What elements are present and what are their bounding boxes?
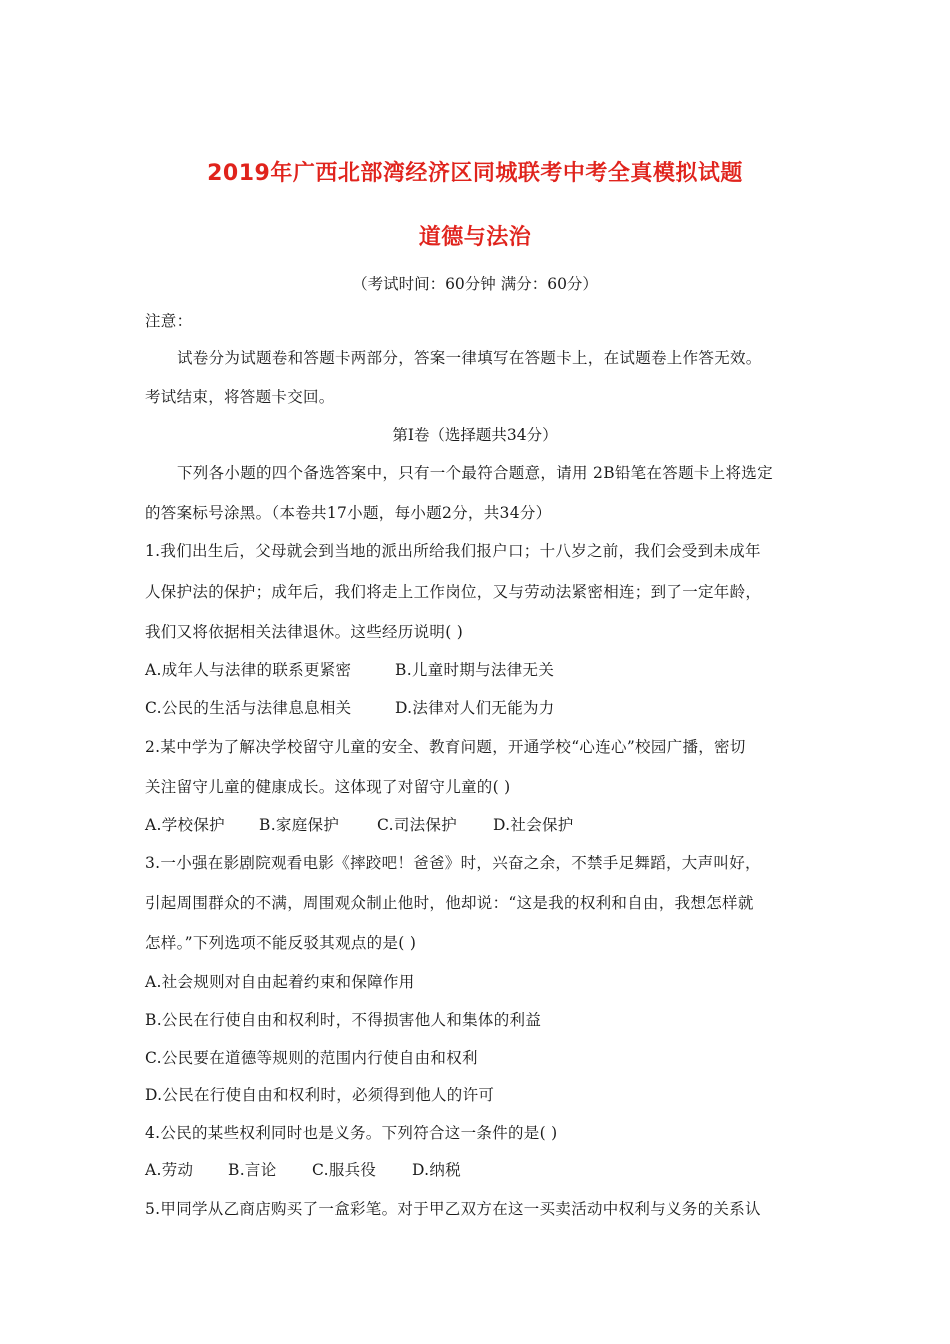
question-3-option-b: B.公民在行使自由和权利时，不得损害他人和集体的利益 [145, 1011, 542, 1029]
question-1-options-row-2 [145, 696, 555, 718]
question-4-option-a: A.劳动 [145, 1161, 194, 1179]
question-2-line-2: 关注留守儿童的健康成长。这体现了对留守儿童的( ) [145, 778, 511, 796]
question-4-options [145, 1158, 461, 1180]
instructions-line-1: 下列各小题的四个备选答案中，只有一个最符合题意，请用 2B铅笔在答题卡上将选定 [177, 464, 773, 482]
question-1-option-b: B.儿童时期与法律无关 [395, 661, 555, 679]
question-2-option-b: B.家庭保护 [259, 816, 340, 834]
section-title: 第Ⅰ卷（选择题共34分） [392, 426, 558, 444]
question-4-line-1: 4.公民的某些权利同时也是义务。下列符合这一条件的是( ) [145, 1124, 558, 1142]
question-4-option-b: B.言论 [228, 1161, 277, 1179]
question-1-options-row-1 [145, 658, 554, 680]
question-3-option-c: C.公民要在道德等规则的范围内行使自由和权利 [145, 1049, 478, 1067]
question-3-line-1: 3.一小强在影剧院观看电影《摔跤吧！爸爸》时，兴奋之余，不禁手足舞蹈，大声叫好， [145, 854, 761, 872]
question-2-option-a: A.学校保护 [145, 816, 225, 834]
exam-info: （考试时间：60分钟 满分：60分） [352, 275, 598, 293]
question-1-option-d: D.法律对人们无能为力 [395, 699, 555, 717]
question-1-option-a: A.成年人与法律的联系更紧密 [145, 661, 352, 679]
question-3-option-a: A.社会规则对自由起着约束和保障作用 [145, 973, 415, 991]
question-2-line-1: 2.某中学为了解决学校留守儿童的安全、教育问题，开通学校“心连心”校园广播，密切 [145, 738, 746, 756]
question-2-option-c: C.司法保护 [377, 816, 458, 834]
question-1-line-1: 1.我们出生后，父母就会到当地的派出所给我们报户口；十八岁之前，我们会受到未成年 [145, 542, 761, 560]
question-2-option-d: D.社会保护 [493, 816, 574, 834]
exam-title: 2019年广西北部湾经济区同城联考中考全真模拟试题 [207, 161, 743, 186]
notice-line-1: 试卷分为试题卷和答题卡两部分，答案一律填写在答题卡上，在试题卷上作答无效。 [177, 349, 762, 367]
question-4-option-d: D.纳税 [412, 1161, 462, 1179]
question-1-line-3: 我们又将依据相关法律退休。这些经历说明( ) [145, 623, 464, 641]
question-2-options [145, 813, 574, 835]
question-3-line-3: 怎样。”下列选项不能反驳其观点的是( ) [145, 934, 417, 952]
question-3-option-d: D.公民在行使自由和权利时，必须得到他人的许可 [145, 1086, 495, 1104]
notice-line-2: 考试结束，将答题卡交回。 [145, 388, 335, 406]
question-1-line-2: 人保护法的保护；成年后，我们将走上工作岗位，又与劳动法紧密相连；到了一定年龄， [145, 583, 762, 601]
question-3-line-2: 引起周围群众的不满，周围观众制止他时，他却说：“这是我的权利和自由，我想怎样就 [145, 894, 754, 912]
notice-label: 注意： [145, 312, 193, 330]
question-5-line-1: 5.甲同学从乙商店购买了一盒彩笔。对于甲乙双方在这一买卖活动中权利与义务的关系认 [145, 1200, 761, 1218]
instructions-line-2: 的答案标号涂黑。（本卷共17小题，每小题2分，共34分） [145, 504, 552, 522]
subject-title: 道德与法治 [418, 225, 532, 250]
question-1-option-c: C.公民的生活与法律息息相关 [145, 699, 352, 717]
question-4-option-c: C.服兵役 [312, 1161, 377, 1179]
